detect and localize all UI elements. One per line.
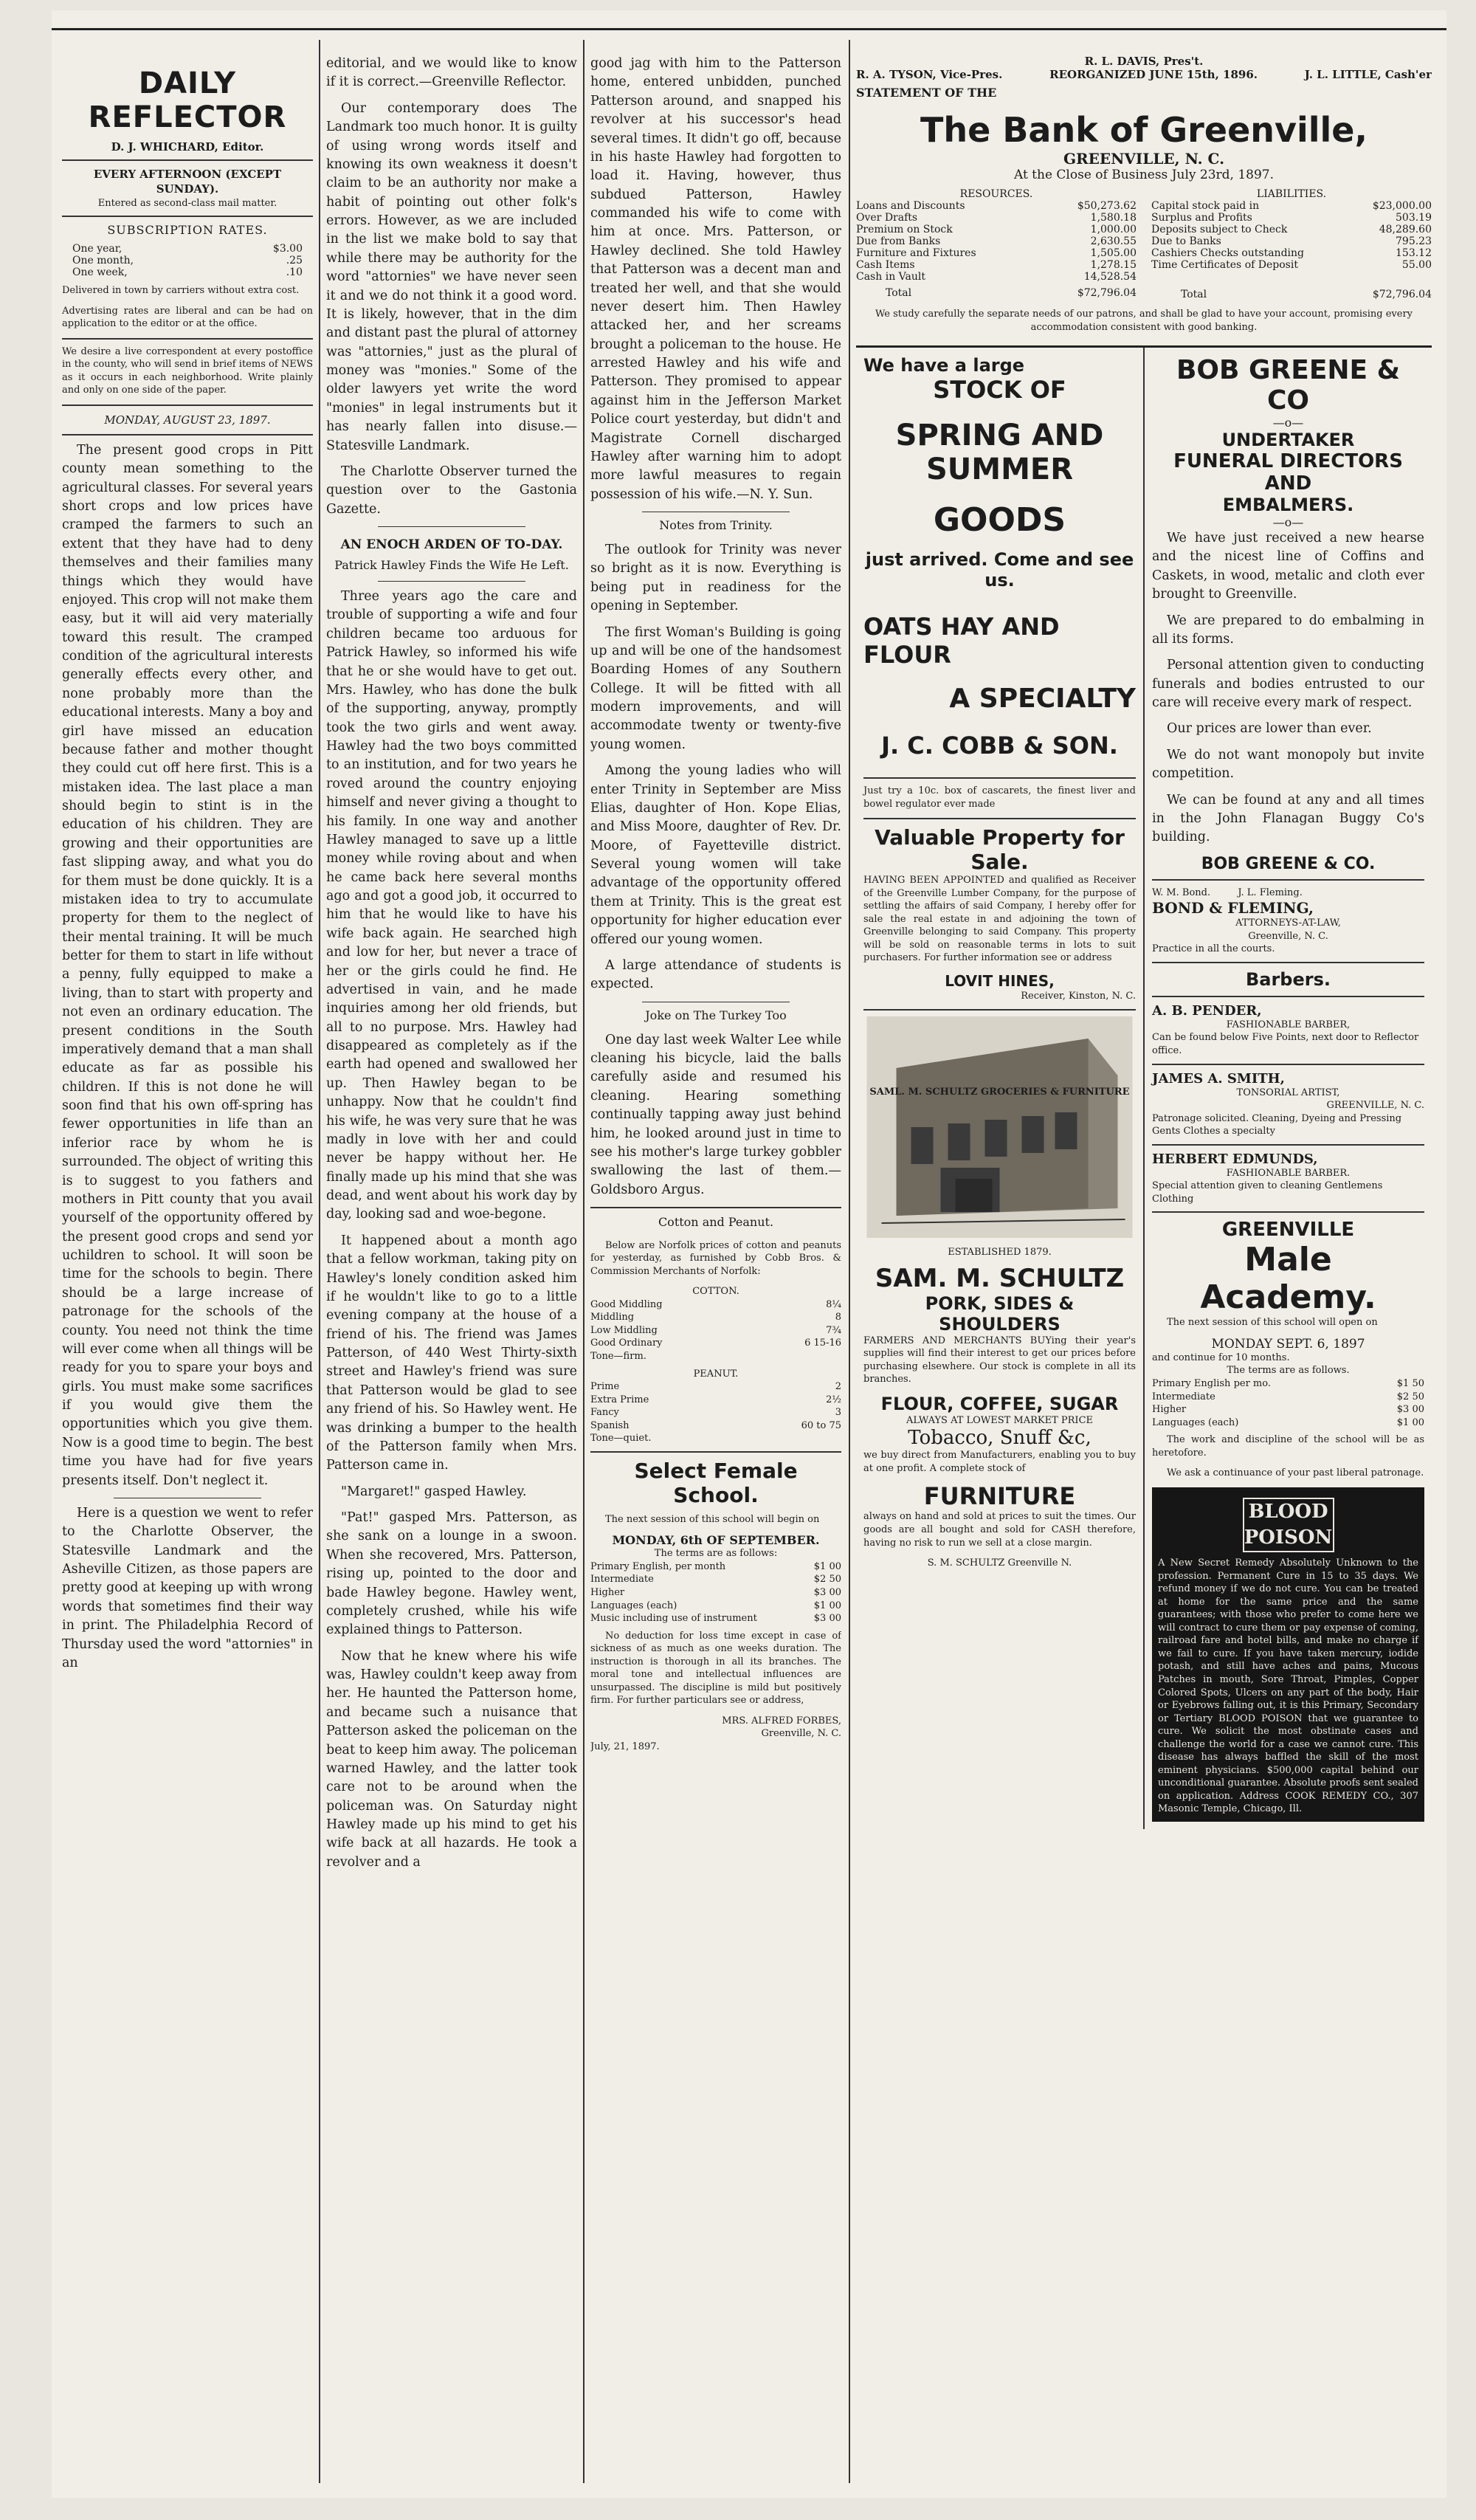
school-intro: The next session of this school will begin on — [605, 1513, 820, 1525]
ledger-row: Loans and Discounts $50,273.62 — [856, 200, 1137, 212]
schultz-established: ESTABLISHED 1879. — [948, 1247, 1052, 1259]
trinity-paragraph: A large attendance of students is expected. — [590, 957, 841, 992]
cobb-line-1: We have a large — [863, 355, 1025, 376]
pender-text: Can be found below Five Points, next door to Reflector office. — [1152, 1032, 1419, 1056]
peanut-tone: Tone—quiet. — [590, 1433, 652, 1445]
cobb-line-2: STOCK OF — [933, 376, 1066, 404]
peanut-label: PEANUT. — [693, 1368, 739, 1380]
schultz-name: SAM. M. SCHULTZ — [875, 1263, 1125, 1293]
greene-paragraph: Our prices are lower than ever. — [1167, 721, 1372, 737]
masthead: DAILY REFLECTOR — [88, 66, 287, 134]
delivered-note: Delivered in town by carriers without extra cost. — [62, 285, 300, 297]
cotton-headline: Cotton and Peanut. — [658, 1215, 774, 1229]
school-date-2: July, 21, 1897. — [590, 1741, 660, 1752]
bond-note: Practice in all the courts. — [1152, 943, 1275, 955]
ledger-total: Total $72,796.04 — [886, 287, 1137, 299]
bond-place: Greenville, N. C. — [1248, 930, 1328, 942]
schultz-text: FARMERS AND MERCHANTS BUYing their year's supplies will find their interest to get our prices before purchasing elsewhere. Our stock is complete in all its branches. — [863, 1335, 1136, 1385]
terms-row: Primary English per mo. $1 50 — [1152, 1378, 1424, 1390]
ledger-total: Total $72,796.04 — [1181, 289, 1432, 300]
academy-title-2: Male Academy. — [1200, 1241, 1376, 1317]
column-1 — [62, 55, 313, 2476]
academy-note: The work and discipline of the school will be as heretofore. — [1152, 1434, 1424, 1459]
blood-poison-label: BLOOD POISON — [1243, 1498, 1334, 1552]
greene-line-3: EMBALMERS. — [1222, 495, 1354, 516]
ledger-row: Due from Banks 2,630.55 — [856, 235, 1137, 247]
cotton-intro: Below are Norfolk prices of cotton and peanuts for yesterday, as furnished by Cobb Bros. & Commission Merchants of Norfolk: — [590, 1239, 841, 1277]
smith-title: TONSORIAL ARTIST, — [1236, 1087, 1340, 1098]
blood-poison-text: A New Secret Remedy Absolutely Unknown to the profession. Permanent Cure in 15 to 35 days. We refund money if we do not cure. You can be treated at home for the same price and the same guarantees; with those who prefer to come here we will contract to cure them or pay expense of coming, railroad fare and hotel bills, and make no charge if we fail to cure. If you have taken mercury, iodide potash, and still have aches and pains, Mucous Patches in mouth, Sore Throat, Pimples, Copper Colored Spots, Ulcers on any part of the body, Hair or Eyebrows falling out, it is this Primary, Secondary or Tertiary BLOOD POISON that we guarantee to cure. We solicit the most obstinate cases and challenge the world for a case we cannot cure. This disease has always baffled the skill of the most eminent physicians. $500,000 capital behind our unconditional guarantee. Absolute proofs sent sealed on application. Address COOK REMEDY CO., 307 Masonic Temple, Chicago, Ill. — [1158, 1557, 1418, 1815]
academy-terms-table — [1152, 1377, 1424, 1429]
joke-paragraph: One day last week Walter Lee while cleaning his bicycle, laid the balls carefully aside and resumed his cleaning. Hearing something continually tapping away just behind him, he looked around just in time to see his mother's large turkey gobbler swallowing the last of them.—Goldsboro Argus. — [590, 1032, 841, 1197]
price-row: Good Ordinary 6 15-16 — [590, 1338, 841, 1349]
joke-headline: Joke on The Turkey Too — [645, 1008, 787, 1022]
ads-right — [1143, 348, 1432, 1829]
blood-poison-ad — [1152, 1487, 1424, 1822]
column-2 — [326, 55, 577, 2476]
entered-line: Entered as second-class mail matter. — [97, 197, 277, 209]
advertising-note: Advertising rates are liberal and can be had on application to the editor or at the office. — [62, 305, 313, 330]
price-row: Prime 2 — [590, 1381, 841, 1393]
property-name: LOVIT HINES, — [945, 972, 1055, 991]
bond-title: ATTORNEYS-AT-LAW, — [1235, 918, 1341, 929]
rates-table — [62, 243, 313, 278]
schultz-lowest: ALWAYS AT LOWEST MARKET PRICE — [906, 1414, 1094, 1426]
cobb-line-5: just arrived. Come and see us. — [865, 549, 1134, 591]
liabilities: LIABILITIES. Capital stock paid in $23,000.00 Surplus and Profits 503.19 Deposits subject to Check 48,289.60 Due to Banks 795.23 Cashiers Checks outstanding 153.12 Time Certificates of Deposit 55.00 Total $72,796.04 — [1151, 188, 1432, 300]
schultz-furniture: FURNITURE — [923, 1482, 1076, 1511]
greene-paragraph: We have just received a new hearse and the nicest line of Coffins and Caskets, in wood, metalic and cloth ever brought to Greenville. — [1152, 531, 1424, 602]
ledger-row: Cash in Vault 14,528.54 — [856, 271, 1137, 283]
bank-reorg: REORGANIZED JUNE 15th, 1896. — [1049, 68, 1258, 81]
subscription-title: SUBSCRIPTION RATES. — [107, 223, 268, 238]
terms-row: Intermediate $2 50 — [1152, 1391, 1424, 1402]
edmunds-title: FASHIONABLE BARBER. — [1226, 1167, 1351, 1179]
bank-name: The Bank of Greenville, — [920, 110, 1368, 150]
cotton-table — [590, 1298, 841, 1363]
cobb-line-8: J. C. COBB & SON. — [881, 731, 1118, 760]
price-row: Good Middling 8¼ — [590, 1298, 841, 1310]
greene-paragraph: We are prepared to do embalming in all its forms. — [1152, 613, 1424, 647]
smith-place: GREENVILLE, N. C. — [1326, 1100, 1424, 1112]
property-text: HAVING BEEN APPOINTED and qualified as Receiver of the Greenville Lumber Company, for the purpose of settling the affairs of said Company, I hereby offer for sale the real estate in and adjoining the town of Greenville belonging to said Company. This property will be sold on reasonable terms in lots to suit purchasers. For further information see or address — [863, 875, 1136, 964]
schultz-flour: FLOUR, COFFEE, SUGAR — [880, 1393, 1119, 1414]
ledger-row: Cash Items 1,278.15 — [856, 259, 1137, 271]
school-place: Greenville, N. C. — [761, 1728, 841, 1740]
smith-text: Patronage solicited. Cleaning, Dyeing and Pressing Gents Clothes a specialty — [1152, 1112, 1402, 1137]
editor-line: D. J. WHICHARD, Editor. — [111, 140, 264, 154]
edmunds-text: Special attention given to cleaning Gentlemens Clothing — [1152, 1180, 1383, 1205]
school-headline: Select Female School. — [634, 1458, 798, 1507]
academy-date: MONDAY SEPT. 6, 1897 — [1211, 1336, 1365, 1352]
bank-note: We study carefully the separate needs of our patrons, and shall be glad to have your account, promising every accommodation consistent with good banking. — [875, 309, 1413, 333]
property-title: Valuable Property for Sale. — [875, 825, 1125, 875]
academy-ask: We ask a continuance of your past liberal patronage. — [1167, 1467, 1424, 1479]
article-subhead: Patrick Hawley Finds the Wife He Left. — [334, 558, 569, 572]
ledger-row: Cashiers Checks outstanding 153.12 — [1151, 247, 1432, 259]
price-row: Spanish 60 to 75 — [590, 1419, 841, 1431]
article-paragraph: The Charlotte Observer turned the question over to the Gastonia Gazette. — [326, 464, 577, 517]
pender-title: FASHIONABLE BARBER, — [1226, 1019, 1351, 1030]
school-signature: MRS. ALFRED FORBES, — [722, 1715, 841, 1727]
trinity-paragraph: The first Woman's Building is going up and will be one of the handsomest Boarding Homes of any Southern College. It will be fitted with all modern improvements, and will accommodate twenty or twenty-five young women. — [590, 624, 841, 752]
academy-continue: and continue for 10 months. — [1152, 1352, 1290, 1363]
schultz-sign: SAML. M. SCHULTZ GROCERIES & FURNITURE — [869, 1086, 1130, 1098]
price-row: Extra Prime 2½ — [590, 1394, 841, 1405]
cobb-line-7: A SPECIALTY — [949, 684, 1136, 715]
ledger-row: Furniture and Fixtures 1,505.00 — [856, 247, 1137, 259]
academy-title-1: GREENVILLE — [1221, 1219, 1355, 1242]
bank-cashier: J. L. LITTLE, Cash'er — [1304, 68, 1432, 81]
schultz-pork: PORK, SIDES & SHOULDERS — [925, 1292, 1075, 1335]
bond-firm: BOND & FLEMING, — [1152, 899, 1314, 918]
column-rule — [319, 40, 320, 2483]
greene-separator: —o— — [1272, 515, 1304, 530]
bank-place: GREENVILLE, N. C. — [1063, 150, 1225, 168]
resources: RESOURCES. Loans and Discounts $50,273.62 Over Drafts 1,580.18 Premium on Stock 1,000.00 Due from Banks 2,630.55 Furniture and Fixtures 1,505.00 Cash Items 1,278.15 Cash in Vault 14,528.54 Total $72,796.04 — [856, 188, 1137, 299]
smith-name: JAMES A. SMITH, — [1152, 1070, 1285, 1087]
column-4 — [856, 55, 1432, 2476]
correspondent-note: We desire a live correspondent at every postoffice in the county, who will send in brief items of NEWS as it occurs in each neighborhood. Write plainly and only on one side of the paper. — [62, 345, 313, 396]
school-text: No deduction for loss time except in case of sickness of as much as one weeks duration. The instruction is thorough in all its branches. The moral tone and intellectual influences are unsurpassed. The discipline is mild but positively firm. For further particulars see or address, — [590, 1630, 841, 1707]
greene-paragraph: We do not want monopoly but invite competition. — [1152, 747, 1424, 782]
academy-terms: The terms are as follows. — [1227, 1365, 1350, 1377]
cascarets-ad: Just try a 10c. box of cascarets, the finest liver and bowel regulator ever made — [863, 785, 1136, 810]
peanut-table — [590, 1380, 841, 1445]
greene-paragraph: Personal attention given to conducting funerals and bodies entrusted to our care will receive every mark of respect. — [1152, 658, 1424, 711]
ledger-row: Premium on Stock 1,000.00 — [856, 224, 1137, 235]
academy-intro: The next session of this school will open on — [1167, 1317, 1378, 1329]
top-rule — [52, 28, 1446, 30]
editorial-paragraph: The present good crops in Pitt county mean something to the agricultural classes. For several years short crops and low prices have cramped the farmers to such an extent that they have had to deny themselves and their families many things which they would have enjoyed. This crop will not make them easy, but it will aid very materially toward this result. The cramped condition of the agricultural interests generally effects every other, and none probably more than the educational interests. Many a boy and girl have missed an education because father and mother thought they could cut off here first. This is a mistaken idea. The last place a man should begin to stint is in the education of his children. They are growing and their opportunities are fast slipping away, and what you do for them must be done quickly. It is a mistaken idea to try to accumulate property for them to the neglect of their mental training. It will be much better for them to start in life without a penny, fully equipped to make a living, than to start with property and not even an ordinary education. The present conditions in the South imperatively demand that a man shall educate as far as possible his children. If this is not done he will soon find that his own off-spring has fewer opportunities in life than an inferior race by whom he is surrounded. The object of writing this is to suggest to you fathers and mothers in Pitt county that you avail yourself of the opportunity offered by the present good crops and send yor uchildren to school. It will soon be time for the schools to begin. There should be a large increase of patronage for the schools of the county. You need not think the time will ever come when all things will be ready for you to spare your boys and girls. You must make some sacrifices if you would give them the opportunities which you give them. Now is a good time to begin. The best time you have had for five years presents itself. Don't neglect it. — [62, 442, 313, 1488]
greene-title: BOB GREENE & CO — [1176, 355, 1401, 416]
ads-left — [856, 348, 1143, 1829]
rate-row: One month, .25 — [72, 255, 303, 267]
article-paragraph: Three years ago the care and trouble of supporting a wife and four children became too arduous for Patrick Hawley, so informed his wife that he or she would have to get out. Mrs. Hawley, who has done the bulk of the supporting, anyway, promptly took the two girls and went away. Hawley had the two boys committed to an institution, and for two years he roved around the country enjoying himself and never giving a thought to his family. In one way and another Hawley managed to save up a little money while roving about and when he came back here several months ago and got a good job, it occurred to him that he would like to have his wife back again. He searched high and low for her, but never a trace of her or the girls could he find. He advertised in vain, and he made inquiries among her old friends, but all to no purpose. Mrs. Hawley had disappeared as completely as if the earth had opened and swallowed her up. Then Hawley began to be unhappy. Now that he couldn't find his wife, he was very sure that he was madly in love with her and could never be happy without her. He finally made up his mind that she was dead, and went about his work day by day, looking sad and woe-begone. — [326, 589, 577, 1222]
newspaper-page — [52, 10, 1446, 2498]
terms-row: Languages (each) $1 00 — [590, 1600, 841, 1611]
terms-table — [590, 1560, 841, 1625]
schultz-tobacco: Tobacco, Snuff &c, — [908, 1427, 1092, 1450]
property-signature: Receiver, Kinston, N. C. — [1021, 991, 1136, 1002]
statement-label: STATEMENT OF THE — [856, 86, 997, 100]
trinity-paragraph: Among the young ladies who will enter Trinity in September are Miss Elias, daughter of Hon. Kope Elias, and Miss Moore, daughter of Rev. Dr. Moore, of Fayetteville district. Several young women will take advantage of the opportunity offered them at Trinity. This is the great est opportunity for higher education ever offered our young women. — [590, 763, 841, 947]
ledger-row: Over Drafts 1,580.18 — [856, 212, 1137, 224]
article-paragraph: good jag with him to the Patterson home, entered unbidden, punched Patterson around, and snapped his revolver at his successor's head several times. It didn't go off, because in his haste Hawley had forgotten to load it. Having, however, thus subdued Patterson, Hawley commanded his wife to come with him at once. Mrs. Patterson, or Hawley declined. She told Hawley that Patterson was a decent man and treated her well, and that she would never desert him. Then Hawley attacked her, and her screams brought a policeman to the house. He arrested Hawley and his wife and Patterson. They promised to appear against him in the Jefferson Market Police court yesterday, but didn't and Magistrate Cornell discharged Hawley after warning him to adopt more lawful measures to regain possession of his wife.—N. Y. Sun. — [590, 56, 841, 502]
price-row: Middling 8 — [590, 1312, 841, 1323]
price-row: Fancy 3 — [590, 1407, 841, 1419]
ledger-row: Deposits subject to Check 48,289.60 — [1151, 224, 1432, 235]
ledger-row: Capital stock paid in $23,000.00 — [1151, 200, 1432, 212]
editorial-paragraph: Here is a question we went to refer to the Charlotte Observer, the Statesville Landmark and the Asheville Citizen, as those papers are pretty good at keeping up with wrong words that sometimes find their way in print. The Philadelphia Record of Thursday used the word "attornies" in an — [62, 1505, 313, 1670]
terms-row: Intermediate $2 50 — [590, 1574, 841, 1586]
ledger-row: Surplus and Profits 503.19 — [1151, 212, 1432, 224]
bank-date: At the Close of Business July 23rd, 1897. — [1013, 168, 1275, 182]
ads-area — [856, 345, 1432, 1829]
schultz-store-engraving — [863, 1016, 1136, 1238]
terms-row: Higher $3 00 — [1152, 1404, 1424, 1416]
dateline: MONDAY, AUGUST 23, 1897. — [104, 413, 271, 427]
issue-line: EVERY AFTERNOON (EXCEPT SUNDAY). — [93, 168, 282, 196]
trinity-paragraph: The outlook for Trinity was never so bright as it is now. Everything is being put in readiness for the opening in September. — [590, 543, 841, 614]
bond-names: W. M. Bond. J. L. Fleming. — [1152, 887, 1303, 898]
cobb-line-4: GOODS — [933, 501, 1066, 540]
article-paragraph: Our contemporary does The Landmark too much honor. It is guilty of using wrong words itself and knowing its own weakness it doesn't claim to be an authority nor make a habit of pointing out other folk's errors. However, as we are included in the list we make bold to say that while there may be authority for the word "attornies" we have never seen it and we do not think it a good word. It is likely, however, that in the dim and distant past the plural of attorney was "attornies," just as the plural of money was "monies." Some of the older lawyers yet write the word "monies" in legal instruments but it has nearly fallen into disuse.—Statesville Landmark. — [326, 100, 577, 453]
edmunds-name: HERBERT EDMUNDS, — [1152, 1151, 1318, 1167]
terms-row: Music including use of instrument $3 00 — [590, 1613, 841, 1625]
cobb-line-3: SPRING AND SUMMER — [895, 419, 1104, 487]
column-rule — [583, 40, 584, 2483]
bank-statement — [856, 55, 1432, 334]
ledger-row: Due to Banks 795.23 — [1151, 235, 1432, 247]
terms-label: The terms are as follows: — [654, 1548, 778, 1560]
trinity-headline: Notes from Trinity. — [659, 518, 773, 532]
pender-name: A. B. PENDER, — [1152, 1002, 1262, 1019]
schultz-buy-direct: we buy direct from Manufacturers, enabling you to buy at one profit. A complete stock of — [863, 1450, 1136, 1474]
school-date: MONDAY, 6th OF SEPTEMBER. — [612, 1533, 820, 1548]
terms-row: Languages (each) $1 00 — [1152, 1416, 1424, 1428]
ledger-row: Time Certificates of Deposit 55.00 — [1151, 259, 1432, 271]
bank-vice: R. A. TYSON, Vice-Pres. — [856, 68, 1003, 81]
article-paragraph: editorial, and we would like to know if it is correct.—Greenville Reflector. — [326, 56, 577, 90]
column-3 — [590, 55, 841, 2476]
cobb-line-6: OATS HAY AND FLOUR — [863, 613, 1060, 669]
bank-president: R. L. DAVIS, Pres't. — [1084, 55, 1204, 68]
article-paragraph: It happened about a month ago that a fellow workman, taking pity on Hawley's lonely condition asked him if he wouldn't like to go to a little evening company at the house of a friend of his. The friend was James Patterson, of 440 West Thirty-sixth street and Hawley's friend was sure that Patterson would be glad to see any friend of his. So Hawley went. He was drinking a bumper to the health of the Patterson family when Mrs. Patterson came in. — [326, 1233, 577, 1473]
terms-row: Primary English, per month $1 00 — [590, 1560, 841, 1572]
schultz-always: always on hand and sold at prices to suit the times. Our goods are all bought and sold for CASH therefore, having no risk to run we sell at a close margin. — [863, 1511, 1136, 1549]
article-headline: AN ENOCH ARDEN OF TO-DAY. — [340, 537, 563, 552]
greene-paragraph: We can be found at any and all times in the John Flanagan Buggy Co's building. — [1152, 792, 1424, 845]
ledger — [856, 188, 1432, 300]
rate-row: One year, $3.00 — [72, 243, 303, 255]
cotton-label: COTTON. — [692, 1286, 739, 1298]
greene-signature: BOB GREENE & CO. — [1201, 854, 1376, 873]
greene-line-1: UNDERTAKER — [1221, 430, 1355, 451]
terms-row: Higher $3 00 — [590, 1586, 841, 1598]
article-paragraph: "Pat!" gasped Mrs. Patterson, as she sank on a lounge in a swoon. When she recovered, Mrs. Patterson, rising up, pointed to the door and bade Hawley begone. Hawley went, completely crushed, while his wife explained things to Patterson. — [326, 1510, 577, 1638]
price-row: Low Middling 7¾ — [590, 1324, 841, 1336]
greene-line-2: FUNERAL DIRECTORS AND — [1173, 450, 1403, 495]
article-paragraph: Now that he knew where his wife was, Hawley couldn't keep away from her. He haunted the Patterson home, and became such a nuisance that Patterson asked the policeman on the beat to keep him away. The policeman warned Hawley, and the latter took care not to be around when the policeman was. On Saturday night Hawley made up his mind to get his wife back at all hazards. He took a revolver and a — [326, 1648, 577, 1870]
schultz-signature: S. M. SCHULTZ Greenville N. — [927, 1557, 1072, 1569]
article-paragraph: "Margaret!" gasped Hawley. — [341, 1484, 527, 1499]
rate-row: One week, .10 — [72, 266, 303, 279]
barbers-title: Barbers. — [1245, 968, 1331, 990]
greene-separator: —o— — [1272, 416, 1304, 430]
cotton-tone: Tone—firm. — [590, 1350, 646, 1362]
column-rule — [849, 40, 850, 2483]
